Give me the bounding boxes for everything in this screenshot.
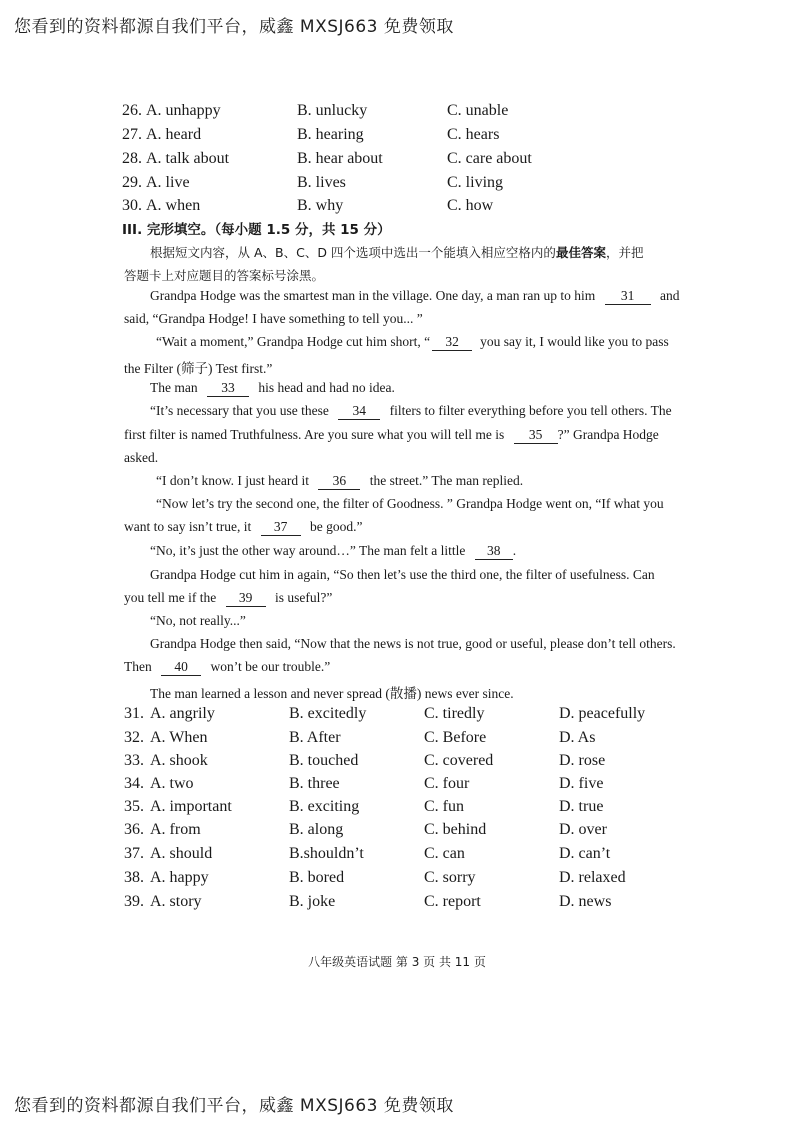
option-b: B. joke bbox=[289, 893, 336, 910]
option-c: C. fun bbox=[424, 798, 464, 815]
instruction-line-2: 答题卡上对应题目的答案标号涂黑。 bbox=[124, 268, 325, 283]
question-number: 35. bbox=[124, 798, 144, 815]
question-number: 39. bbox=[124, 893, 144, 910]
passage-line bbox=[150, 288, 680, 305]
option-b: B. exciting bbox=[289, 798, 360, 815]
passage-text: you tell me if the bbox=[124, 590, 217, 605]
option-a: A. talk about bbox=[146, 150, 230, 167]
passage-line bbox=[150, 403, 672, 420]
passage-line: Grandpa Hodge cut him in again, “So then let’s use the third one, the filter of usefulness. Can bbox=[150, 567, 655, 582]
passage-text: the street.” The man replied. bbox=[369, 473, 524, 488]
option-c: C. living bbox=[447, 174, 504, 191]
option-a: A. story bbox=[150, 893, 202, 910]
blank-40: 40 bbox=[161, 659, 201, 676]
option-d: D. As bbox=[559, 729, 596, 746]
option-c: C. four bbox=[424, 775, 470, 792]
option-a: A. shook bbox=[150, 752, 208, 769]
option-c: C. can bbox=[424, 845, 465, 862]
option-b: B. excitedly bbox=[289, 705, 367, 722]
option-b: B. After bbox=[289, 729, 341, 746]
passage-text: be good.” bbox=[310, 519, 363, 534]
option-a: A. two bbox=[150, 775, 194, 792]
option-b: B. lives bbox=[297, 174, 346, 191]
question-number: 38. bbox=[124, 869, 144, 886]
passage-line: asked. bbox=[124, 450, 159, 465]
option-b: B. unlucky bbox=[297, 102, 368, 119]
question-number: 37. bbox=[124, 845, 144, 862]
question-number: 28. bbox=[122, 150, 142, 167]
option-d: D. over bbox=[559, 821, 607, 838]
option-c: C. covered bbox=[424, 752, 494, 769]
option-d: D. rose bbox=[559, 752, 606, 769]
passage-line bbox=[124, 519, 362, 536]
option-c: C. sorry bbox=[424, 869, 476, 886]
option-a: A. should bbox=[150, 845, 213, 862]
option-c: C. hears bbox=[447, 126, 500, 143]
section-title: III. 完形填空。（每小题 1.5 分，共 15 分） bbox=[122, 222, 391, 238]
blank-36: 36 bbox=[318, 473, 360, 490]
blank-38: 38 bbox=[475, 543, 513, 560]
option-a: A. happy bbox=[150, 869, 209, 886]
option-d: D. peacefully bbox=[559, 705, 646, 722]
option-c: C. care about bbox=[447, 150, 532, 167]
passage-line: the Filter (筛子) Test first.” bbox=[124, 361, 273, 376]
page-footer: 八年级英语试题 第 3 页 共 11 页 bbox=[308, 955, 486, 969]
passage-text: “It’s necessary that you use these bbox=[150, 403, 329, 418]
option-c: C. behind bbox=[424, 821, 487, 838]
passage-text: his head and had no idea. bbox=[258, 380, 395, 395]
passage-text: Grandpa Hodge was the smartest man in the village. One day, a man ran up to him bbox=[150, 288, 596, 303]
blank-31: 31 bbox=[605, 288, 651, 305]
blank-33: 33 bbox=[207, 380, 249, 397]
option-c: C. report bbox=[424, 893, 481, 910]
question-number: 33. bbox=[124, 752, 144, 769]
question-number: 29. bbox=[122, 174, 142, 191]
option-a: A. heard bbox=[146, 126, 202, 143]
option-b: B. bored bbox=[289, 869, 345, 886]
passage-line bbox=[124, 427, 659, 444]
option-b: B. why bbox=[297, 197, 344, 214]
option-c: C. Before bbox=[424, 729, 487, 746]
blank-32: 32 bbox=[432, 334, 472, 351]
option-a: A. angrily bbox=[150, 705, 215, 722]
passage-text: want to say isn’t true, it bbox=[124, 519, 252, 534]
passage-line: Grandpa Hodge then said, “Now that the news is not true, good or useful, please don’t tell others. bbox=[150, 636, 676, 651]
passage-text: . bbox=[512, 543, 517, 558]
passage-line bbox=[156, 334, 669, 351]
blank-34: 34 bbox=[338, 403, 380, 420]
option-c: C. tiredly bbox=[424, 705, 485, 722]
passage-text: first filter is named Truthfulness. Are you sure what you will tell me is bbox=[124, 427, 505, 442]
option-b: B. hearing bbox=[297, 126, 364, 143]
instruction-text: ，并把 bbox=[605, 245, 644, 260]
passage-text: “I don’t know. I just heard it bbox=[156, 473, 309, 488]
blank-37: 37 bbox=[261, 519, 301, 536]
passage-line bbox=[150, 543, 516, 560]
passage-line: “Now let’s try the second one, the filter of Goodness. ” Grandpa Hodge went on, “If what you bbox=[156, 496, 664, 511]
passage-line bbox=[124, 659, 330, 676]
question-number: 27. bbox=[122, 126, 142, 143]
passage-text: is useful?” bbox=[274, 590, 333, 605]
passage-line bbox=[156, 473, 523, 490]
option-a: A. When bbox=[150, 729, 208, 746]
question-number: 26. bbox=[122, 102, 142, 119]
option-d: D. news bbox=[559, 893, 612, 910]
passage-text: ?” Grandpa Hodge bbox=[557, 427, 659, 442]
passage-text: won’t be our trouble.” bbox=[210, 659, 331, 674]
passage-line bbox=[124, 590, 332, 607]
option-c: C. unable bbox=[447, 102, 509, 119]
option-b: B. along bbox=[289, 821, 344, 838]
passage-text: “Wait a moment,” Grandpa Hodge cut him short, “ bbox=[156, 334, 431, 349]
option-d: D. true bbox=[559, 798, 604, 815]
blank-39: 39 bbox=[226, 590, 266, 607]
watermark-banner-top: 您看到的资料都源自我们平台，威鑫 MXSJ663 免费领取 bbox=[14, 17, 454, 37]
option-d: D. five bbox=[559, 775, 604, 792]
option-c: C. how bbox=[447, 197, 494, 214]
question-number: 32. bbox=[124, 729, 144, 746]
instruction-text: 根据短文内容，从 A、B、C、D 四个选项中选出一个能填入相应空格内的 bbox=[150, 245, 556, 260]
option-a: A. from bbox=[150, 821, 201, 838]
option-a: A. important bbox=[150, 798, 232, 815]
passage-line: The man learned a lesson and never spread (散播) news ever since. bbox=[150, 686, 514, 701]
option-a: A. unhappy bbox=[146, 102, 221, 119]
instruction-line-1 bbox=[150, 243, 643, 261]
instruction-emphasis: 最佳答案 bbox=[555, 245, 606, 260]
passage-text: The man bbox=[150, 380, 198, 395]
option-b: B. hear about bbox=[297, 150, 383, 167]
question-number: 31. bbox=[124, 705, 144, 722]
option-d: D. can’t bbox=[559, 845, 611, 862]
passage-text: filters to filter everything before you tell others. The bbox=[389, 403, 672, 418]
question-number: 36. bbox=[124, 821, 144, 838]
passage-text: and bbox=[660, 288, 680, 303]
option-b: B. touched bbox=[289, 752, 359, 769]
option-a: A. live bbox=[146, 174, 190, 191]
passage-line: “No, not really...” bbox=[150, 613, 246, 628]
passage-line bbox=[150, 380, 395, 397]
question-number: 30. bbox=[122, 197, 142, 214]
option-b: B. three bbox=[289, 775, 340, 792]
blank-35: 35 bbox=[514, 427, 558, 444]
passage-text: you say it, I would like you to pass bbox=[480, 334, 669, 349]
passage-text: Then bbox=[124, 659, 152, 674]
passage-text: “No, it’s just the other way around…” The man felt a little bbox=[150, 543, 466, 558]
passage-line: said, “Grandpa Hodge! I have something to tell you... ” bbox=[124, 311, 423, 326]
option-b: B.shouldn’t bbox=[289, 845, 364, 862]
option-d: D. relaxed bbox=[559, 869, 626, 886]
option-a: A. when bbox=[146, 197, 201, 214]
question-number: 34. bbox=[124, 775, 144, 792]
watermark-banner-bottom: 您看到的资料都源自我们平台，威鑫 MXSJ663 免费领取 bbox=[14, 1096, 454, 1116]
